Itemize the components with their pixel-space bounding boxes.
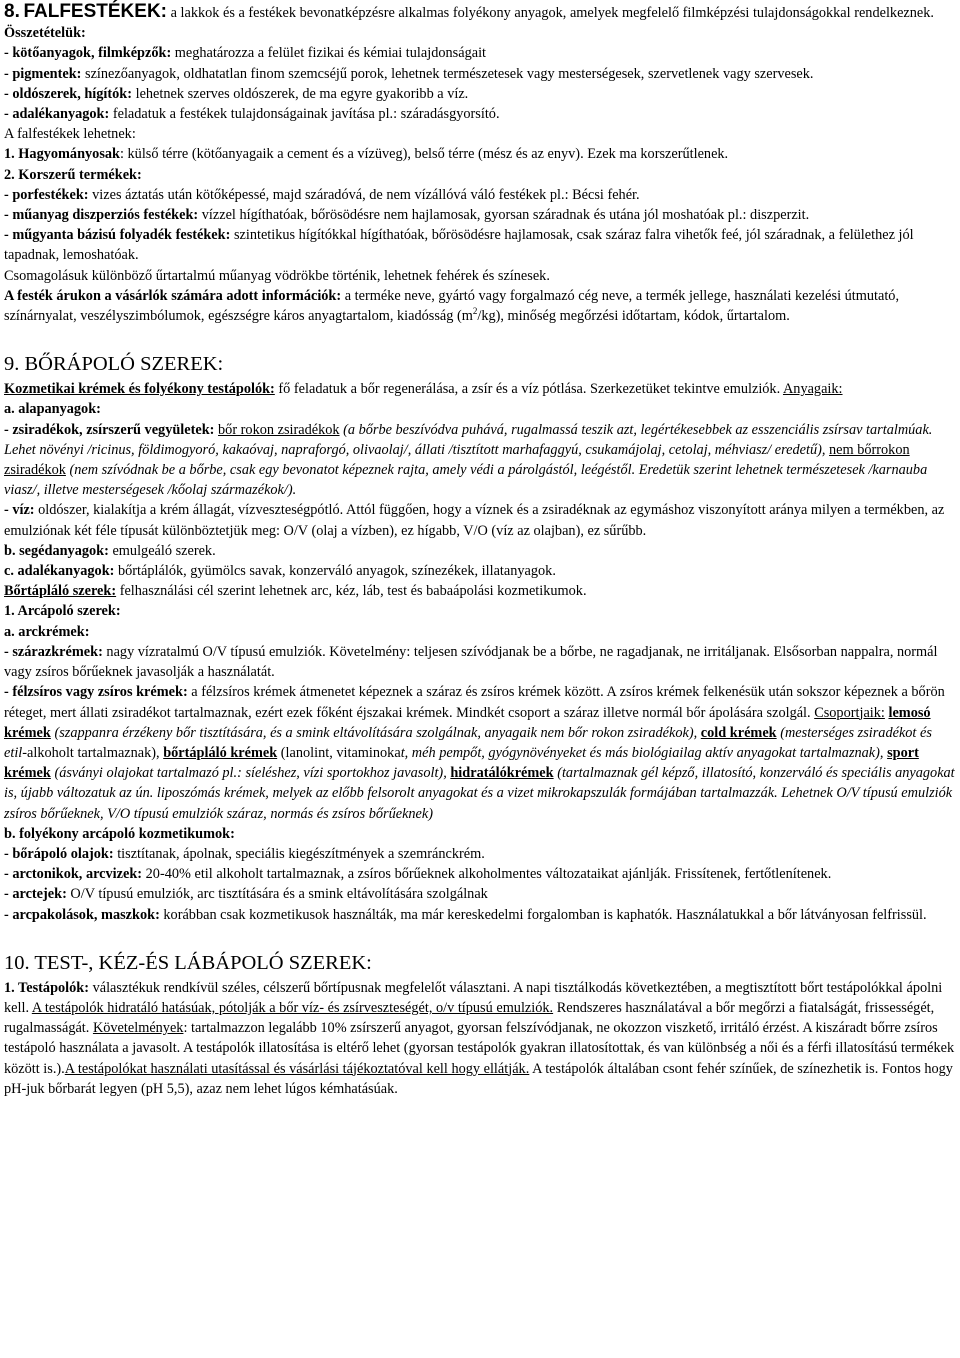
info-line: A festék árukon a vásárlók számára adott információk: a terméke neve, gyártó vagy forgalmazó cég neve, a termék jellege, használati kezelési útmutató, színárnyalat, veszélyszimbólumok, egészségre káros anyagtartalom, kiadósság $(m^2/kg)$, minőség megőrzési időtartam, kódok, űrtartalom. <box>4 287 900 325</box>
section-9-title: 9. BŐRÁPOLÓ SZEREK: <box>4 353 224 376</box>
section-8-number: 8. <box>4 1 20 22</box>
cosmetics-line: Kozmetikai krémek és folyékony testápolók: fő feladatuk a bőr regenerálása, a zsír és a víz pótlása. Szerkezetüket tekintve emulziók. Anyagaik: <box>4 381 843 398</box>
dispersion-line: - műanyag diszperziós festékek: vízzel hígíthatóak, bőrösödésre nem hajlamosak, gyorsan száradnak és utána jól moshatóak pl.: diszperzit. <box>4 207 810 224</box>
powder-line: - porfestékek: vizes áztatás után kötőképessé, majd száradóvá, de nem vízállóvá váló festékek pl.: Bécsi fehér. <box>4 186 640 203</box>
section-8-title: FALFESTÉKEK: <box>23 1 167 22</box>
semi-fat-line: - félzsíros vagy zsíros krémek: a félzsíros krémek átmenetet képeznek a száraz és zsíros krémek között. A zsíros krémek felkenésük után sokszor képeznek a bőrön réteget, mert állati zsiradékot tartalmaznak, ezért ezek főként éjszakai krémek. Mindkét csoport a száraz illetve normál bőr ápolására szolgál. Csoportjaik: lemosó krémek (szappanra érzékeny bőr tisztítására, és a smink eltávolítására szolgálnak, anyagaik nem bőr rokon zsiradékok), cold krémek (mesterséges zsiradékot és etil-alkoholt tartalmaznak), bőrtápláló krémek (lanolint, vitaminokat, méh pempőt, gyógynövényeket és más biológiailag aktív anyagokat tartalmaznak), sport krémek (ásványi olajokat tartalmazó pl.: síeléshez, vízi sportokhoz javasolt), hidratálókrémek (tartalmaznak gél képző, illatosító, konzerváló és speciális anyagokat is, újabb változatuk az ún. liposzómás krémek, melyek az előbb felsorolt anyagokat és a vizet mikrokapszulák formájában tartalmazzák. Lehetnek O/V típusú emulziók zsíros bőrűeknek, V/O típusú emulziók száraz, normás és zsíros bőrűeknek) <box>4 684 955 822</box>
base-materials-label: a. alapanyagok: <box>4 401 101 418</box>
binders-line: - kötőanyagok, filmképzők: meghatározza a felület fizikai és kémiai tulajdonságait <box>4 45 487 62</box>
oils-line: - bőrápoló olajok: tisztítanak, ápolnak, speciális kiegészítmények a szemránckrém. <box>4 845 485 862</box>
section-8-intro <box>4 2 956 43</box>
milks-line: - arctejek: O/V típusú emulziók, arc tisztítására és a smink eltávolítására szolgálnak <box>4 886 488 903</box>
face-creams-label: a. arckrémek: <box>4 623 90 640</box>
additives-9-line: c. adalékanyagok: bőrtáplálók, gyümölcs savak, konzerváló anyagok, színezékek, illatanyagok. <box>4 563 556 580</box>
additives-line: - adalékanyagok: feladatuk a festékek tulajdonságainak javítása pl.: száradásgyorsító. <box>4 106 500 123</box>
masks-line: - arcpakolások, maszkok: korábban csak kozmetikusok használták, ma már kereskedelmi forgalomban is kaphatók. Használatukkal a bőr látványosan felfrissül. <box>4 906 927 923</box>
tonics-line: - arctonikok, arcvizek: 20-40% etil alkoholt tartalmaznak, a zsíros bőrűeknek alkoholmentes változataikat ajánlják. Frissítenek, fertőtlenítenek. <box>4 866 832 883</box>
face-care-label: 1. Arcápoló szerek: <box>4 603 121 620</box>
care-line: Bőrtápláló szerek: felhasználási cél szerint lehetnek arc, kéz, láb, test és babaápolási kozmetikumok. <box>4 583 587 600</box>
modern-label: 2. Korszerű termékek: <box>4 166 142 183</box>
body-lotions-line: 1. Testápolók: választékuk rendkívül széles, célszerű bőrtípusnak megfelelőt választani. A napi tisztálkodás következtében, a megtisztított bőrt testápolókkal ápolni kell. A testápolók hidratáló hatásúak, pótolják a bőr víz- és zsírveszteségét, o/v típusú emulziók. Rendszeres használatával a bőr megőrzi a fiatalságát, frissességét, rugalmasságát. Követelmények: tartalmazzon legalább 10% zsírszerű anyagot, gyorsan felszívódjanak, ne okozzon viszkető, irritáló érzést. A kiszáradt bőrre zsíros testápoló használata a javasolt. A testápolók illatosítása is eltérő lehet (gyorsan testápolók gyakran illatosítottak, és van különbség a női és a férfi illatosítású termékek között is.).A testápolókat használati utasítással és vásárlási tájékoztatóval kell hogy ellátják. A testápolók általában csont fehér színűek, de színezhetik is. Fontos hogy pH-juk bőrbarát legyen (pH 5,5), azaz nem lehet lúgos kémhatásúak. <box>4 979 955 1097</box>
types-label: A falfestékek lehetnek: <box>4 126 136 143</box>
auxiliary-line: b. segédanyagok: emulgeáló szerek. <box>4 542 216 559</box>
dry-creams-line: - szárazkrémek: nagy vízratalmú O/V típusú emulziók. Követelmény: teljesen szívódjanak be a bőrbe, ne ragadjanak, ne irritáljanak. Elsősorban nappalra, normál vagy zsíros bőrűeknek javasolják a használatát. <box>4 643 938 681</box>
section-10-title: 10. TEST-, KÉZ-ÉS LÁBÁPOLÓ SZEREK: <box>4 951 372 974</box>
resin-line: - műgyanta bázisú folyadék festékek: szintetikus hígítókkal hígíthatóak, bőrösödésre hajlamosak, csak száraz falra vihetők feé, jól száradnak, a felülethez jól tapadnak, lemoshatóak. <box>4 227 914 264</box>
pigments-line: - pigmentek: színezőanyagok, oldhatatlan finom szemcséjű porok, lehetnek természetesek vagy mesterségesek, szervetlenek vagy szervesek. <box>4 65 814 82</box>
solvents-line: - oldószerek, hígítók: lehetnek szerves oldószerek, de ma egyre gyakoribb a víz. <box>4 85 469 102</box>
section-8-intro-text: a lakkok és a festékek bevonatképzésre alkalmas folyékony anyagok, amelyek megfelelő filmképzési tulajdonságokkal rendelkeznek. <box>170 5 934 21</box>
water-line: - víz: oldószer, kialakítja a krém állagát, vízveszteségpótló. Attól függően, hogy a víznek és a zsiradéknak az egymáshoz viszonyított aránya milyen a termékben, az emulziónak két féle típusát különböztetjük meg: O/V (olaj a vízben), ez hígabb, V/O (víz az olajban), ez sűrűbb. <box>4 502 945 539</box>
liquid-face-label: b. folyékony arcápoló kozmetikumok: <box>4 825 235 842</box>
fats-line: - zsiradékok, zsírszerű vegyületek: bőr rokon zsiradékok (a bőrbe beszívódva puhává, rugalmassá teszik azt, legértékesebbek az esszenciális zsírsav tartalmúak. Lehet növényi /ricinus, földimogyoró, kakaóvaj, napraforgó, olivaolaj/, állati /tisztított marhafaggyú, csukamájolaj, cetolaj, méhviasz/ eredetű), nem bőrrokon zsiradékok (nem szívódnak be a bőrbe, csak egy bevonatot képeznek rajta, amely védi a párolgástól, leégéstől. Eredetük szerint lehetnek természetesek /karnauba viasz/, illetve mesterségesek /kőolaj származékok/). <box>4 421 933 499</box>
traditional-line: 1. Hagyományosak: külső térre (kötőanyagaik a cement és a vízüveg), belső térre (mész és az enyv). Ezek ma korszerűtlenek. <box>4 146 729 163</box>
composition-label: Összetételük: <box>4 25 86 42</box>
packaging-line: Csomagolásuk különböző űrtartalmú műanyag vödrökbe történik, lehetnek fehérek és színesek. <box>4 267 550 284</box>
